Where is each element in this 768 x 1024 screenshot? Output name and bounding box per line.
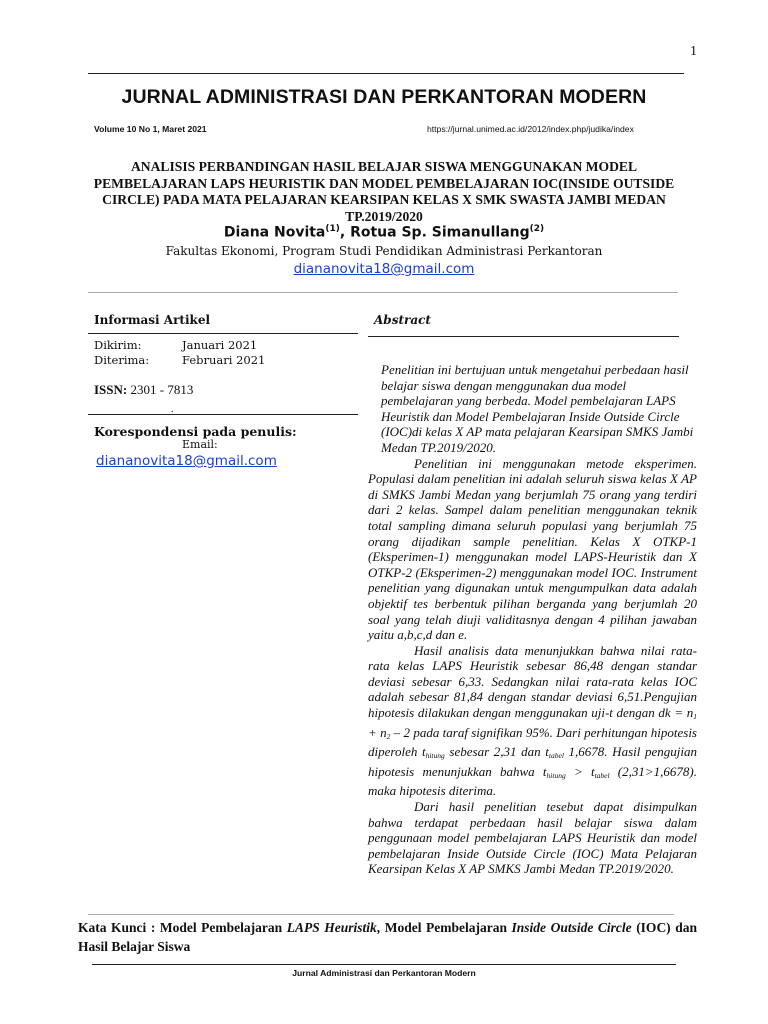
author-separator: , [339, 224, 351, 241]
footer-rule [92, 964, 676, 965]
t-hitung-subscript: hitung [546, 770, 566, 780]
author-1: Diana Novita [223, 224, 326, 241]
keywords-text-e: (IOC) dan Hasil Belajar Siswa [78, 920, 697, 954]
abstract-heading: Abstract [374, 313, 431, 327]
authors [0, 224, 768, 241]
journal-url[interactable]: https://jurnal.unimed.ac.id/2012/index.php/judika/index [427, 124, 634, 134]
abstract-p3-text-d: sebesar 2,31 dan t [444, 744, 549, 760]
abstract-p3-text-a: Hasil analisis data menunjukkan bahwa nilai rata-rata kelas LAPS Heuristik sebesar 86,48 dengan standar deviasi sebesar 6,33. Sedangkan nilai rata-rata kelas IOC adalah sebesar 81,84 dengan standar deviasi 6,51.Pengujian hipotesis dilakukan dengan menggunakan uji-t dengan dk = n [368, 642, 697, 721]
article-info-heading: Informasi Artikel [94, 313, 211, 327]
abstract-p3-text-g: (2,31>1,6678). maka hipotesis diterima. [368, 763, 697, 799]
abstract-p3-text-b: + n [368, 724, 387, 740]
correspondence-email-link[interactable]: diananovita18@gmail.com [96, 453, 277, 469]
abstract-paragraph-3 [368, 643, 697, 799]
issn-label: ISSN: [94, 382, 128, 397]
abstract-rule [368, 336, 679, 337]
email-label: Email: [182, 438, 218, 451]
journal-title: JURNAL ADMINISTRASI DAN PERKANTORAN MODERN [121, 86, 647, 108]
header-rule [88, 73, 684, 74]
abstract-paragraph-2: Penelitian ini menggunakan metode eksperimen. Populasi dalam penelitian ini adalah seluruh siswa kelas X AP di SMKS Jambi Medan yang berjumlah 75 orang yang terdiri dari 2 kelas. Sampel dalam penelitian menggunakan teknik total sampling dimana seluruh populasi yang berjumlah 75 orang dijadikan sample penelitian. Kelas X OTKP-1 (Eksperimen-1) menggunakan model LAPS-Heuristik dan X OTKP-2 (Eksperimen-2) menggunakan model IOC. Instrument penelitian yang digunakan untuk mengumpulkan data adalah objektif tes berbentuk pilihan berganda yang berjumlah 20 soal yang telah diuji validitasnya dengan 4 pilihan jawaban yaitu a,b,c,d dan e. [368, 455, 697, 643]
keywords [78, 918, 697, 956]
page-number: 1 [690, 44, 697, 59]
accepted-date: Februari 2021 [182, 353, 266, 367]
author-1-mark: (1) [325, 224, 340, 234]
affiliation: Fakultas Ekonomi, Program Studi Pendidikan Administrasi Perkantoran [165, 244, 603, 258]
abstract-p3-text-e: 1,6678. Hasil pengujian hipotesis menunjukkan bahwa t [368, 744, 697, 779]
n2-subscript: 2 [386, 731, 391, 741]
paper-title: ANALISIS PERBANDINGAN HASIL BELAJAR SISWA MENGGUNAKAN MODEL PEMBELAJARAN LAPS HEURISTIK DAN MODEL PEMBELAJARAN IOC(INSIDE OUTSIDE CIRCLE) PADA MATA PELAJARAN KEARSIPAN KELAS X SMK SWASTA JAMBI MEDAN TP.2019/2020 [93, 159, 675, 224]
issn [94, 382, 193, 398]
footer-journal-name: Jurnal Administrasi dan Perkantoran Modern [292, 968, 476, 978]
correspondence-heading: Korespondensi pada penulis: [94, 424, 297, 439]
separator-dot: . [171, 404, 174, 415]
keywords-text-a: Kata Kunci : Model Pembelajaran [78, 920, 287, 935]
abstract-p3-text-f: > t [565, 763, 595, 779]
abstract-body [368, 362, 697, 877]
t-tabel-subscript: tabel [548, 751, 564, 761]
t-tabel-subscript: tabel [594, 770, 610, 780]
author-2: Rotua Sp. Simanullang [350, 224, 530, 241]
keywords-text-b: LAPS Heuristik [286, 920, 377, 935]
correspondence-rule [88, 414, 358, 415]
journal-volume: Volume 10 No 1, Maret 2021 [94, 124, 207, 134]
abstract-paragraph-1: Penelitian ini bertujuan untuk mengetahui perbedaan hasil belajar siswa dengan menggunakan dua model pembelajaran yang berbeda. Model pembelajaran LAPS Heuristik dan Model Pembelajaran Inside Outside Circle (IOC)di kelas X AP mata pelajaran Kearsipan SMKS Jambi Medan TP.2019/2020. [381, 362, 694, 455]
issn-value: 2301 - 7813 [127, 382, 194, 397]
abstract-p3-text-c: – 2 pada taraf signifikan 95%. Dari perhitungan hipotesis diperoleh t [368, 724, 697, 760]
accepted-label: Diterima: [94, 353, 150, 367]
info-rule [88, 333, 358, 334]
title-divider [88, 292, 678, 293]
keywords-text-c: , Model Pembelajaran [376, 920, 512, 935]
keywords-top-rule [88, 914, 674, 915]
keywords-text-d: Inside Outside Circle [511, 920, 632, 935]
author-2-mark: (2) [529, 224, 545, 234]
submitted-label: Dikirim: [94, 338, 142, 352]
t-hitung-subscript: hitung [425, 751, 445, 761]
author-email-link[interactable]: diananovita18@gmail.com [293, 261, 475, 277]
n1-subscript: 1 [693, 712, 697, 722]
abstract-paragraph-4: Dari hasil penelitian tesebut dapat disimpulkan bahwa terdapat perbedaan hasil belajar siswa dalam penggunaan model pembelajaran LAPS Heuristik dan model pembelajaran Inside Outside Circle (IOC) Mata Pelajaran Kearsipan Kelas X AP SMKS Jambi Medan TP.2019/2020. [368, 799, 697, 877]
submitted-date: Januari 2021 [182, 338, 258, 352]
